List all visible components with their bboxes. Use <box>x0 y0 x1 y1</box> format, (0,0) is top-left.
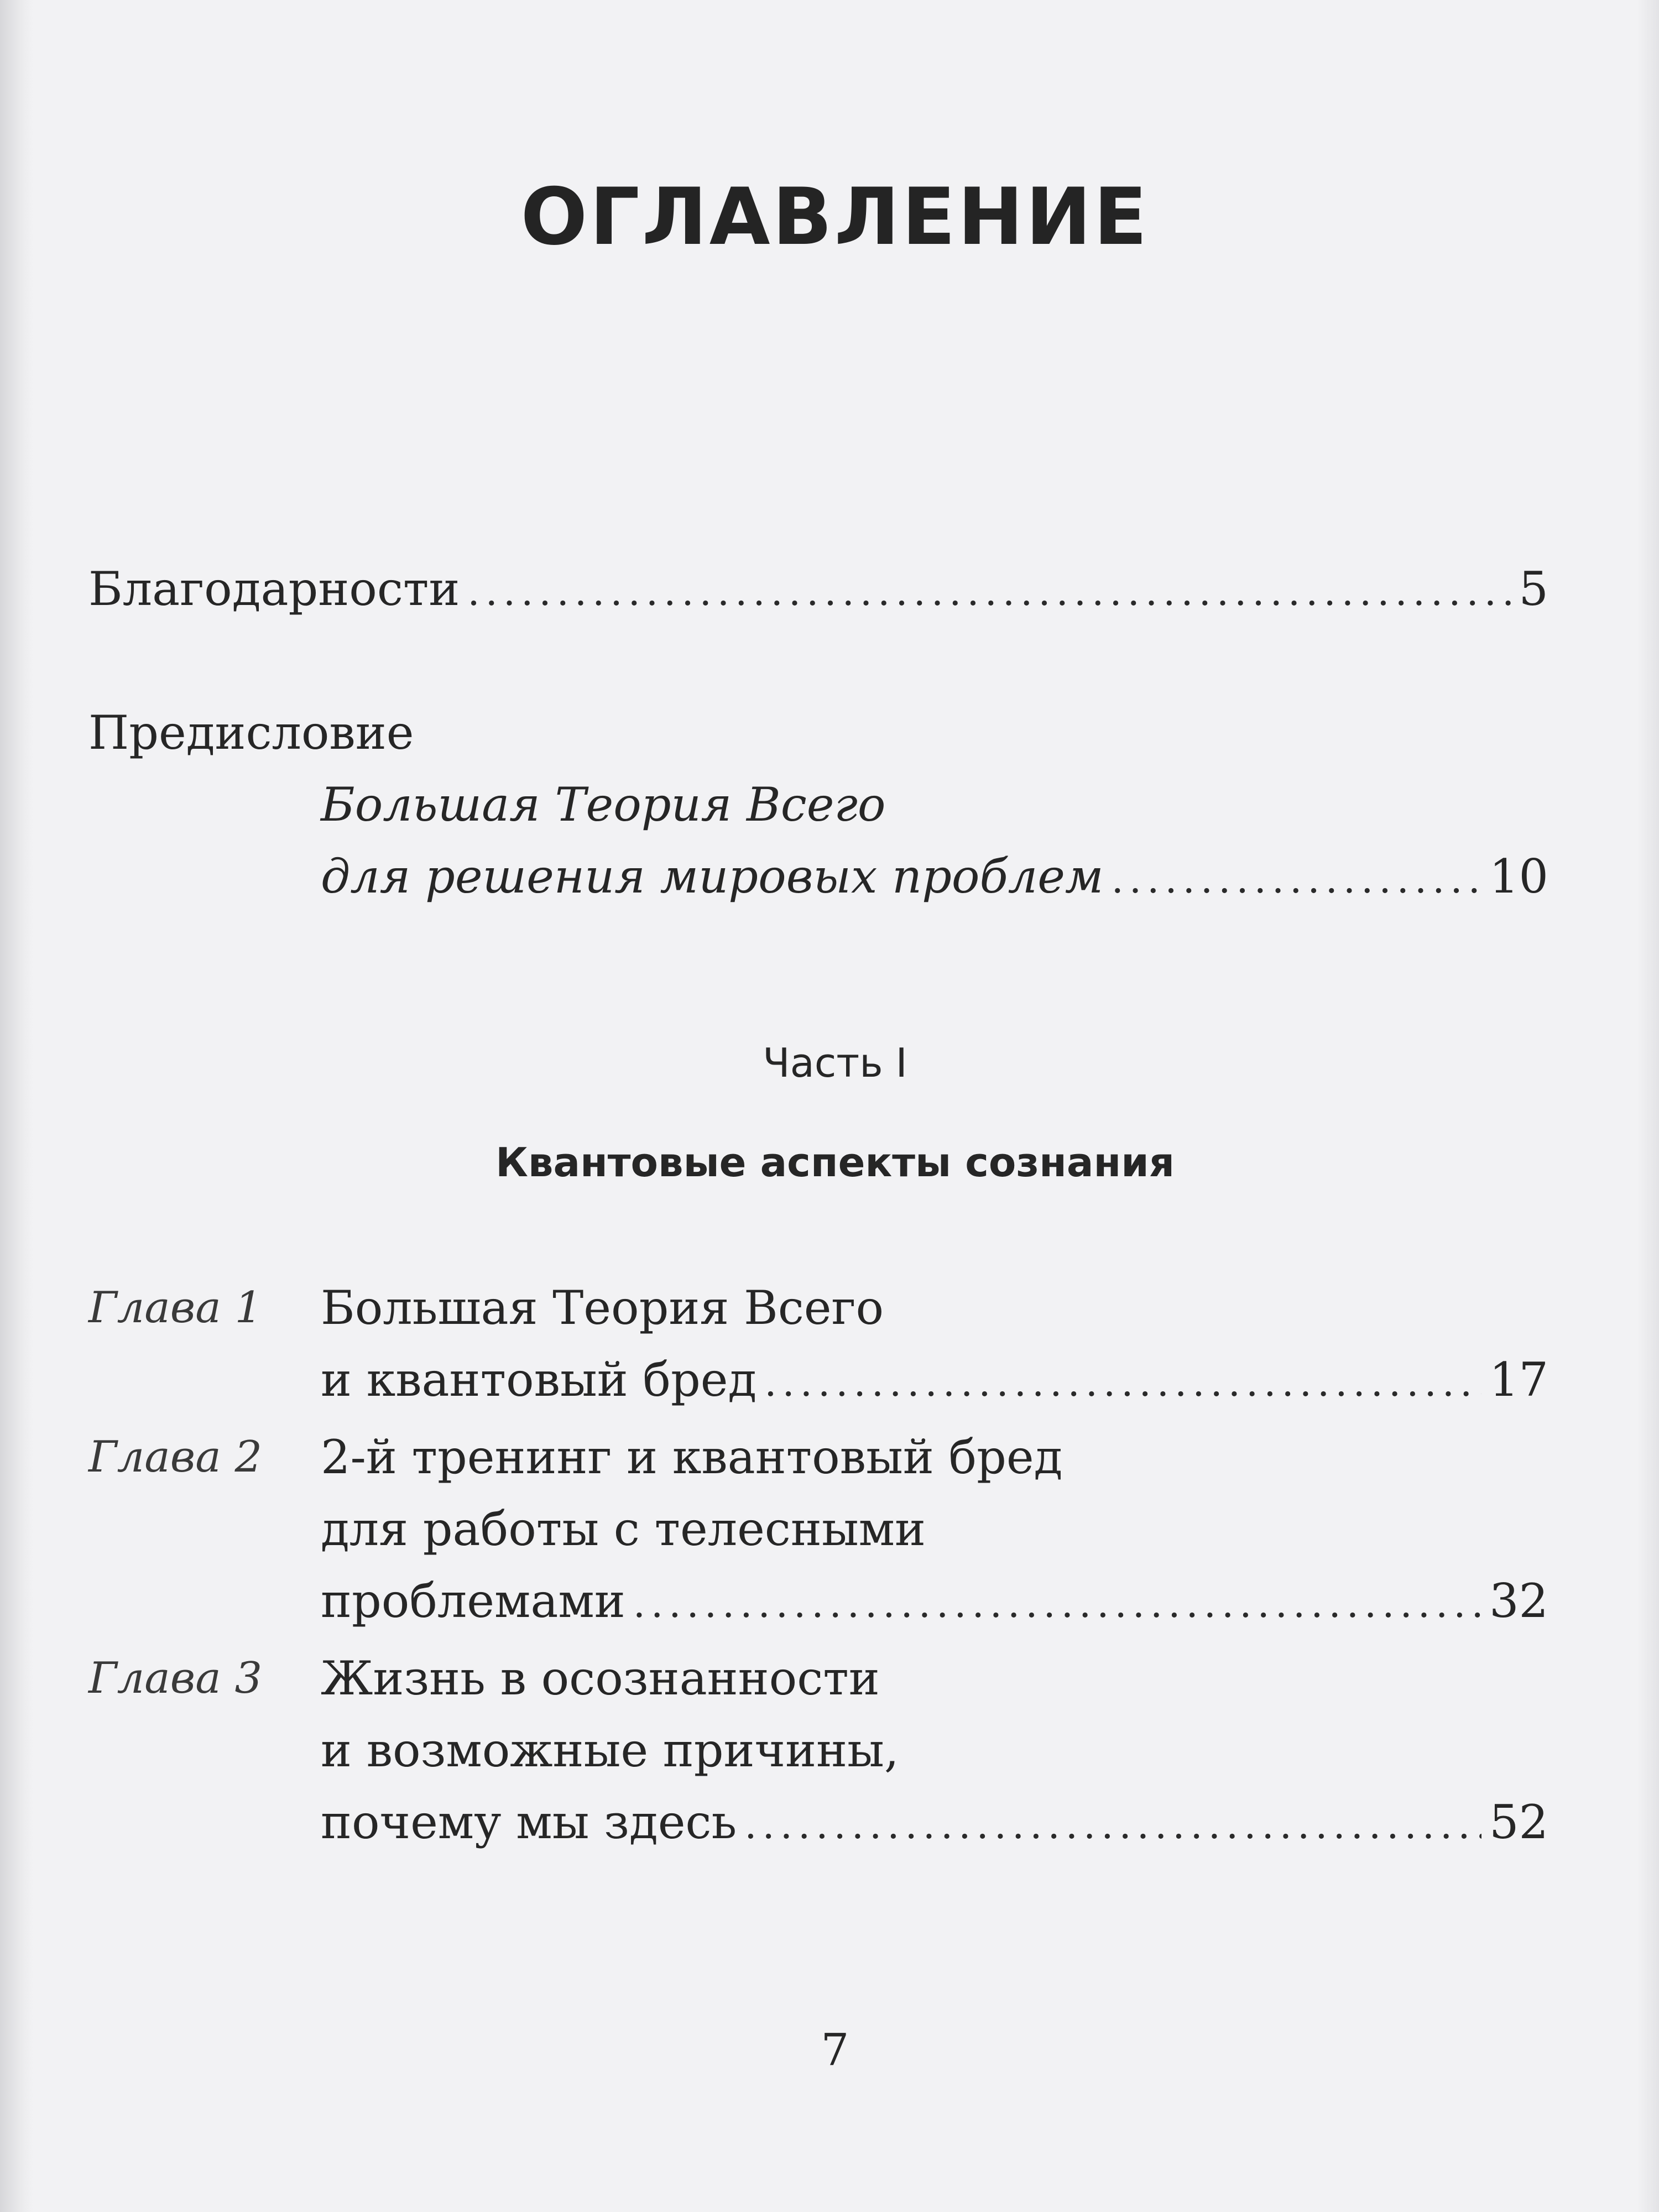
part-title: Квантовые аспекты сознания <box>495 1139 1175 1186</box>
part-number: Часть I <box>763 1040 907 1086</box>
toc-heading: ОГЛАВЛЕНИЕ <box>520 171 1150 263</box>
dot-leader <box>633 1568 1481 1640</box>
toc-entry-preface <box>88 697 1548 918</box>
page-gutter-shadow <box>0 0 33 2212</box>
toc-entry-subtitle <box>321 769 1548 912</box>
chapter-title: Большая Теория Всего и квантовый бред ..... 17 <box>321 1272 1548 1416</box>
chapter-label: Глава 2 <box>88 1432 263 1482</box>
toc-page-number: 32 <box>1489 1574 1548 1628</box>
toc-page-number: 52 <box>1489 1795 1548 1849</box>
book-page <box>33 0 1637 2212</box>
dot-leader <box>744 1789 1481 1861</box>
chapter-title: Жизнь в осознанности и возможные причины, почему мы здесь ..... 52 <box>321 1642 1548 1858</box>
toc-page-number: 10 <box>1489 849 1548 904</box>
toc-entry-line <box>88 553 1548 625</box>
dot-leader <box>467 556 1511 628</box>
toc-entry-acknowledgements <box>88 553 1548 625</box>
toc-entry-title: Благодарности <box>88 562 460 616</box>
dot-leader <box>1112 843 1482 915</box>
toc-entry-line: для решения мировых проблем ..... 10 <box>321 841 1548 912</box>
page-edge <box>1637 0 1659 2212</box>
toc-entry-chapter-1 <box>88 1272 1548 1416</box>
chapter-label: Глава 3 <box>88 1653 263 1703</box>
chapter-title: 2-й тренинг и квантовый бред для работы с телесными проблемами ..... 32 <box>321 1421 1548 1637</box>
chapter-label: Глава 1 <box>88 1283 263 1333</box>
dot-leader <box>764 1347 1481 1418</box>
toc-entry-chapter-2 <box>88 1421 1548 1637</box>
toc-page-number: 17 <box>1489 1353 1548 1407</box>
toc-entry-title: Предисловие <box>88 706 414 760</box>
page-number: 7 <box>821 2024 849 2075</box>
toc-entry-line: Большая Теория Всего <box>321 778 886 832</box>
toc-entry-chapter-3 <box>88 1642 1548 1858</box>
toc-page-number: 5 <box>1519 562 1548 616</box>
